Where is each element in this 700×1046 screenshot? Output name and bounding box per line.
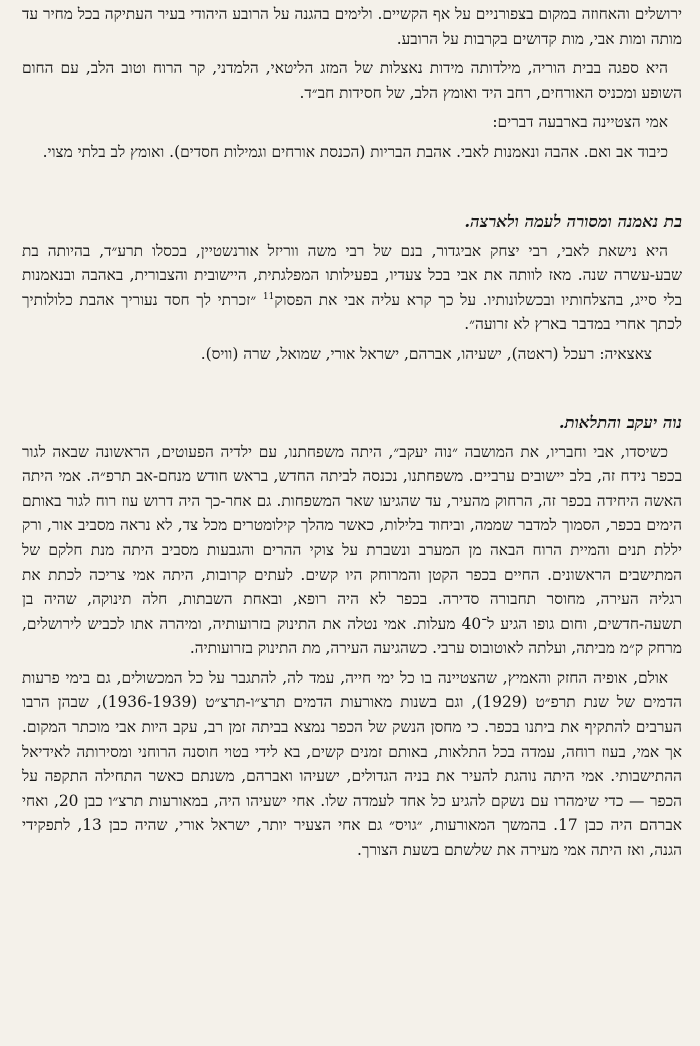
paragraph-marriage-quote: ״זכרתי לך חסד נעוריך אהבת כלולותיך לכתך אחרי במדבר בארץ לא זרועה״. <box>22 290 682 334</box>
offspring-line: צאצאיה: רעכל (ראטה), ישעיהו, אברהם, ישראל אורי, שמואל, שרה (וויס). <box>200 344 652 363</box>
section-heading-faithful-daughter: בת נאמנה ומסורה לעמה ולארצה. <box>464 211 682 231</box>
document-page <box>22 2 682 1042</box>
paragraph-four-things-intro: אמי הצטיינה בארבעה דברים: <box>492 113 668 132</box>
paragraph-courage: אולם, אופיה החזק והאמיץ, שהצטיינה בו כל ימי חייה, עמד לה, להתגבר על כל המכשולים, גם בימי פרעות הדמים של שנת תרפ״ט (1929), וגם בשנות מאורעות הדמים תרצ״ו-תרצ״ט (1936-1939), שבהן הרבו הערבים להתקיף את ביתנו בכפר. כי מחסן הנשק של הכפר נמצא בביתה זמן רב, עקב היות אבי מוכתר המקום. אך אמי, בעוז רוחה, עמדה בכל התלאות, באותם זמנים קשים, בא לידי בטוי חוסנה הרוחני ומסירותה לאידיאל ההתישבותי. אמי היתה נוהגת להעיר את בניה הגדולים, ישעיהו ואברהם, משנתם כאשר התחילה התקפה על הכפר — כדי שימהרו עם נשקם להגיע כל אחד לעמדה שלו. אחי ישעיהו היה, במאורעות תרצ״ו כבן 20, ואחי אברהם היה כבן 17. בהמשך המאורעות, ״גויס״ גם אחי הצעיר יותר, ישראל אורי, שהיה כבן 13, לתפקידי הגנה, ואז היתה אמי מעירה את שלשתם בשעת הצורך. <box>22 668 682 860</box>
section-heading-neve-yaakov: נוה יעקב והתלאות. <box>558 412 682 432</box>
paragraph-neve-yaakov: כשיסדו, אבי וחבריו, את המושבה ״נוה יעקב״, היתה משפחתנו, עם ילדיה הפעוטים, הראשונה שבאה לגור בכפר נידח זה, בלב יישובים ערביים. משפחתנו, נכנסה לביתה החדש, בראש חודש מנחם-אב תרפ״ה. אמי היתה האשה היחידה בכפר זה, הרחוק מהעיר, עד שהגיעו שאר המשפחות. גם אחר-כך היה דרוש עוז רוח לגור באותם הימים בכפר, הסמוך למדבר שממה, וביחוד בלילות, כאשר מהלך קילומטרים מכל צד, לא נראה מסביב אור, ורק יללת תנים והמיית הרוח הבאה מן המערב ונשברת על צוקי ההרים והגבעות מסביב היתה מנת חלקם של המתישבים הראשונים. החיים בכפר הקטן והמרוחק היו קשים. לעתים קרובות, היתה אמי צריכה לכתת את רגליה העירה, מחוסר תחבורה סדירה. בכפר לא היה רופא, ובאחת השבתות, חלה תינוקה, שהיה בן תשעה-חדשים, וחום גופו הגיע ל־40 מעלות. אמי נטלה את התינוק בזרועותיה, ומיהרה אתו לכביש לירושלים, מרחק ק״מ מביתה, ועלתה לאוטובוס ערבי. כשהגיעה העירה, מת התינוק בזרועותיה. <box>22 442 682 658</box>
paragraph-jerusalem: ירושלים והאחוזה במקום בצפורניים על אף הקשיים. ולימים בהגנה על הרובע היהודי בעיר העתיקה בכל מחיר עד מותה ומות אבי, מות קדושים בקרבות על הרובע. <box>22 5 682 48</box>
paragraph-marriage-text: היא נישאת לאבי, רבי יצחק אביגדור, בנם של רבי משה ווריזל אורנשטיין, בכסלו תרע״ד, בהיותה בת שבע-עשרה שנה. מאז לוותה את אבי בכל צעדיו, בפעילותו המפלגתית, היישובית והצבורית, באהבה ובנאמנות בלי סייג, בהצלחותיו ובכשלונותיו. על כך קרא עליה אבי את הפסוק <box>22 241 682 309</box>
section-spacer <box>22 371 682 391</box>
paragraph-marriage <box>22 239 682 337</box>
footnote-mark: 11 <box>262 291 275 302</box>
paragraph-upbringing: היא ספגה בבית הוריה, מילדותה מידות נאצלות של המזג הליטאי, הלמדני, קר הרוח וטוב הלב, עם החום השופע ומכניס האורחים, רחב היד ואומץ הלב, של חסידות חב״ד. <box>22 59 682 102</box>
paragraph-four-things: כיבוד אב ואם. אהבה ונאמנות לאבי. אהבת הבריות (הכנסת אורחים וגמילות חסדים). ואומץ לב בלתי מצוי. <box>42 142 668 161</box>
section-spacer <box>22 170 682 190</box>
